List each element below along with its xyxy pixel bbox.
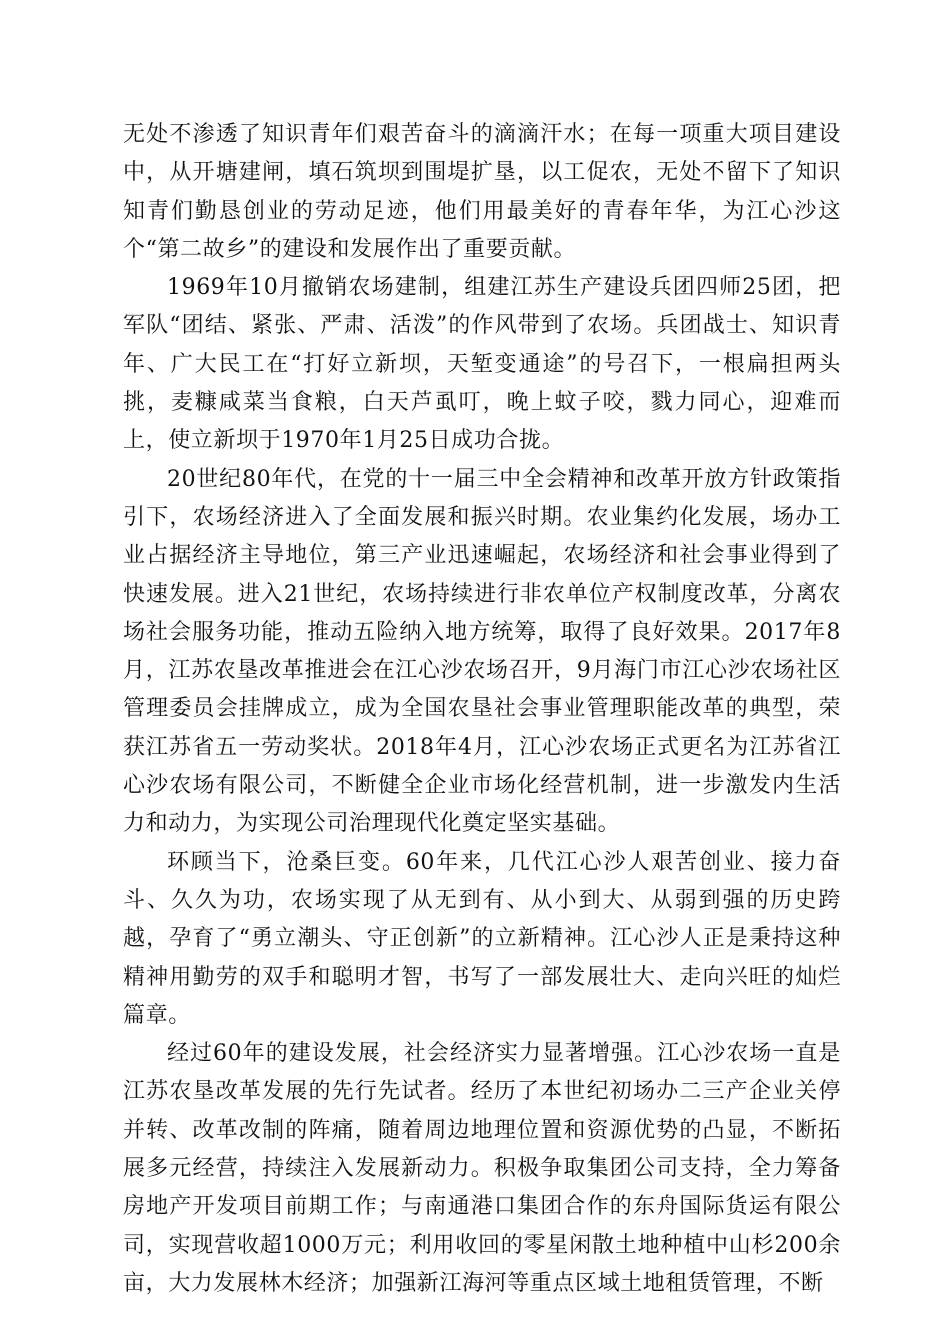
document-body [123, 116, 841, 1303]
paragraph-4: 环顾当下，沧桑巨变。60年来，几代江心沙人艰苦创业、接力奋斗、久久为功，农场实现了从无到有、从小到大、从弱到强的历史跨越，孕育了“勇立潮头、守正创新”的立新精神。江心沙人正是秉持这种精神用勤劳的双手和聪明才智，书写了一部发展壮大、走向兴旺的灿烂篇章。 [123, 849, 841, 1028]
paragraph-5: 经过60年的建设发展，社会经济实力显著增强。江心沙农场一直是江苏农垦改革发展的先行先试者。经历了本世纪初场办二三产企业关停并转、改革改制的阵痛，随着周边地理位置和资源优势的凸显，不断拓展多元经营，持续注入发展新动力。积极争取集团公司支持，全力筹备房地产开发项目前期工作；与南通港口集团合作的东舟国际货运有限公司，实现营收超1000万元；利用收回的零星闲散土地种植中山杉200余亩，大力发展林木经济；加强新江海河等重点区域土地租赁管理，不断 [123, 1041, 841, 1296]
paragraph-1: 无处不渗透了知识青年们艰苦奋斗的滴滴汗水；在每一项重大项目建设中，从开塘建闸，填石筑坝到围堤扩垦，以工促农，无处不留下了知识知青们勤恳创业的劳动足迹，他们用最美好的青春年华，为江心沙这个“第二故乡”的建设和发展作出了重要贡献。 [123, 122, 841, 262]
paragraph-2: 1969年10月撤销农场建制，组建江苏生产建设兵团四师25团，把军队“团结、紧张、严肃、活泼”的作风带到了农场。兵团战士、知识青年、广大民工在“打好立新坝，天堑变通途”的号召下，一根扁担两头挑，麦糠咸菜当食粮，白天芦虱叮，晚上蚊子咬，戮力同心，迎难而上，使立新坝于1970年1月25日成功合拢。 [123, 275, 841, 454]
paragraph-3: 20世纪80年代，在党的十一届三中全会精神和改革开放方针政策指引下，农场经济进入了全面发展和振兴时期。农业集约化发展，场办工业占据经济主导地位，第三产业迅速崛起，农场经济和社会事业得到了快速发展。进入21世纪，农场持续进行非农单位产权制度改革，分离农场社会服务功能，推动五险纳入地方统筹，取得了良好效果。2017年8月，江苏农垦改革推进会在江心沙农场召开，9月海门市江心沙农场社区管理委员会挂牌成立，成为全国农垦社会事业管理职能改革的典型，荣获江苏省五一劳动奖状。2018年4月，江心沙农场正式更名为江苏省江心沙农场有限公司，不断健全企业市场化经营机制，进一步激发内生活力和动力，为实现公司治理现代化奠定坚实基础。 [123, 466, 841, 837]
